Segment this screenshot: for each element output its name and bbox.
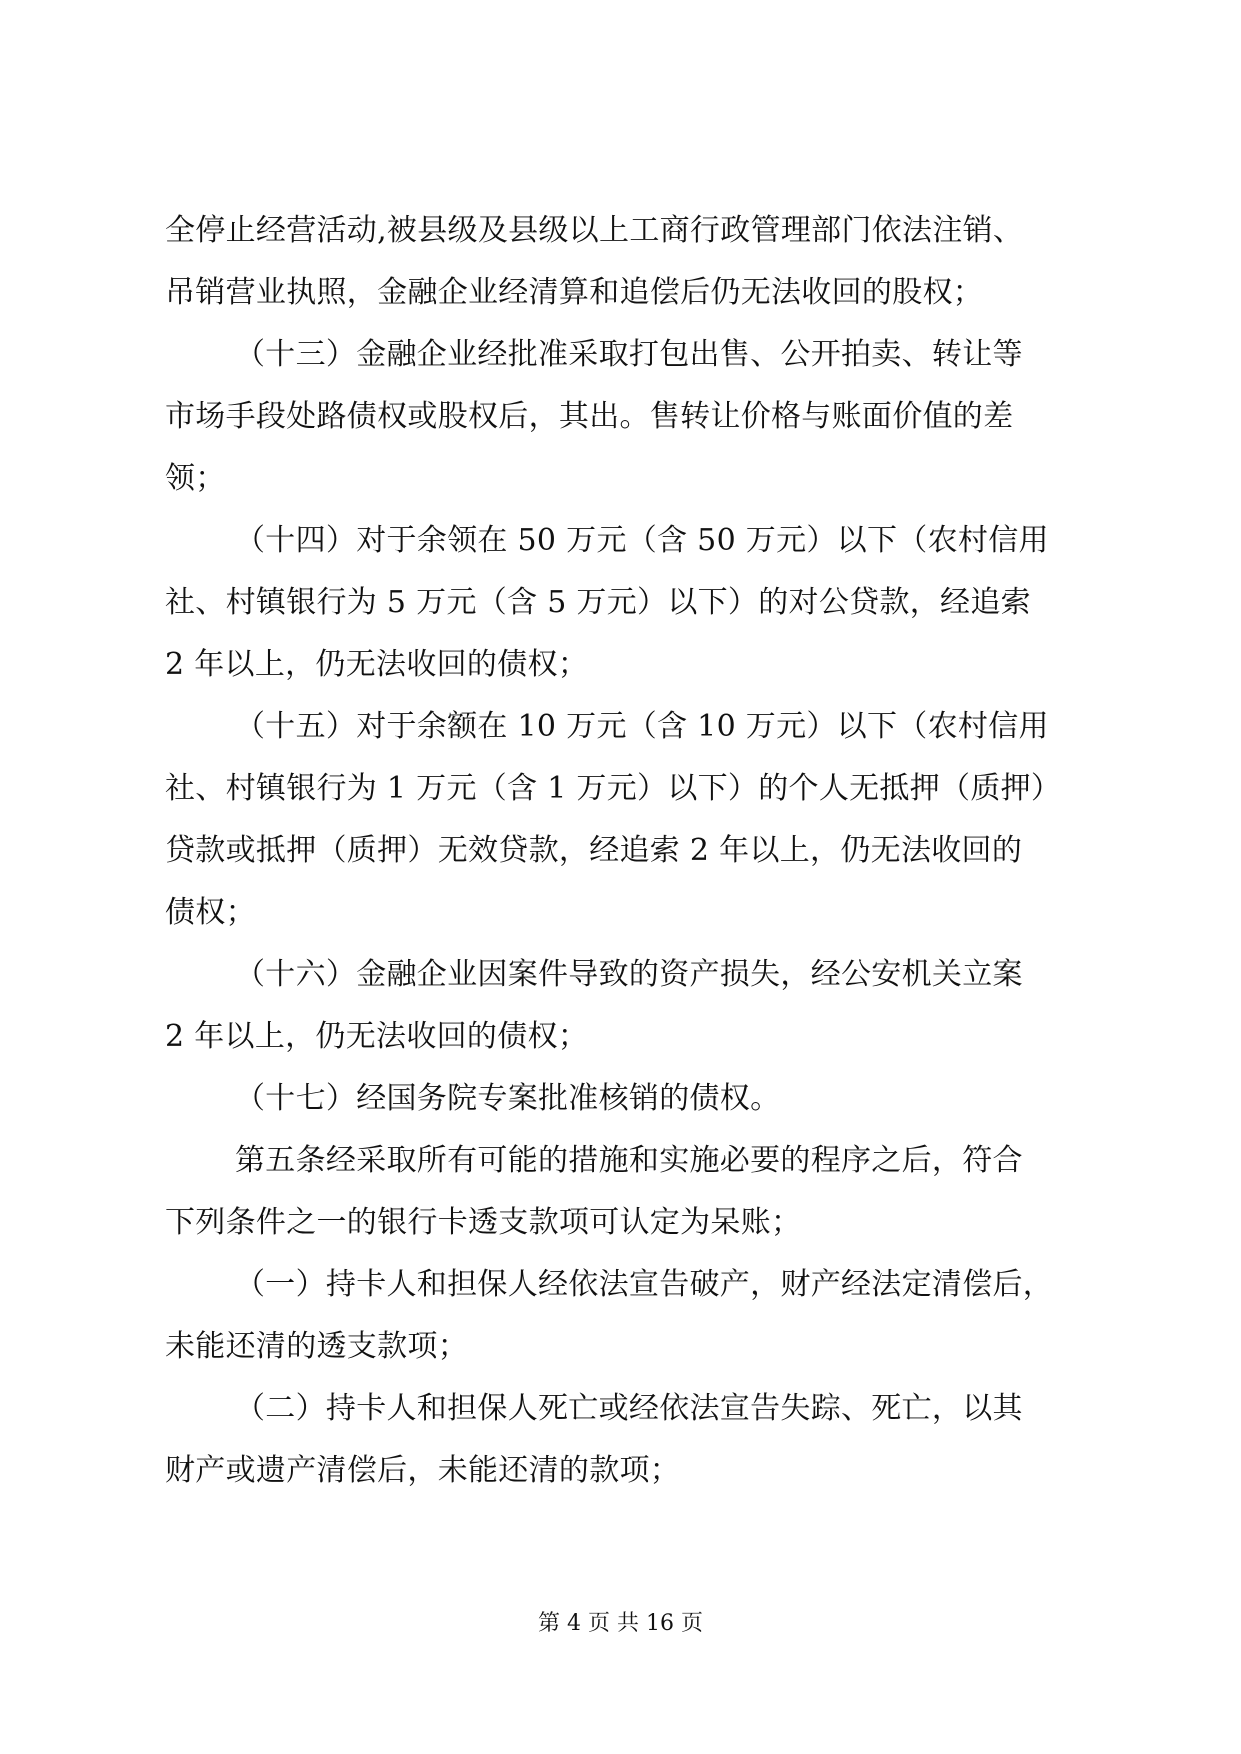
text-line: （十五）对于余额在 10 万元（含 10 万元）以下（农村信用	[235, 709, 1049, 744]
text-line: 2 年以上，仍无法收回的债权；	[165, 647, 589, 682]
text-line: （十六）金融企业因案件导致的资产损失，经公安机关立案	[235, 957, 1023, 992]
page-number-footer: 第 4 页 共 16 页	[538, 1611, 703, 1636]
text-line: 下列条件之一的银行卡透支款项可认定为呆账；	[165, 1205, 802, 1240]
text-line: （十三）金融企业经批准采取打包出售、公开拍卖、转让等	[235, 337, 1023, 372]
text-line: 未能还清的透支款项；	[165, 1329, 468, 1364]
text-line: （十七）经国务院专案批准核销的债权。	[235, 1081, 781, 1116]
text-line: （二）持卡人和担保人死亡或经依法宣告失踪、死亡，以其	[235, 1391, 1023, 1426]
text-line: （十四）对于余领在 50 万元（含 50 万元）以下（农村信用	[235, 523, 1049, 558]
text-line: 贷款或抵押（质押）无效贷款，经追索 2 年以上，仍无法收回的	[165, 833, 1023, 868]
text-line: 第五条经采取所有可能的措施和实施必要的程序之后，符合	[235, 1143, 1023, 1178]
text-line: 全停止经营活动,被县级及县级以上工商行政管理部门依法注销、	[165, 213, 1024, 248]
text-line: 2 年以上，仍无法收回的债权；	[165, 1019, 589, 1054]
text-line: （一）持卡人和担保人经依法宣告破产，财产经法定清偿后，	[235, 1267, 1054, 1302]
text-line: 社、村镇银行为 1 万元（含 1 万元）以下）的个人无抵押（质押）	[165, 771, 1062, 806]
text-line: 吊销营业执照，金融企业经清算和追偿后仍无法收回的股权；	[165, 275, 984, 310]
text-line: 财产或遗产清偿后，未能还清的款项；	[165, 1453, 681, 1488]
text-line: 债权；	[165, 895, 256, 930]
text-line: 市场手段处路债权或股权后，其出。售转让价格与账面价值的差	[165, 399, 1014, 434]
text-line: 领；	[165, 461, 226, 496]
document-body	[165, 200, 1125, 1502]
text-line: 社、村镇银行为 5 万元（含 5 万元）以下）的对公贷款，经追索	[165, 585, 1031, 620]
